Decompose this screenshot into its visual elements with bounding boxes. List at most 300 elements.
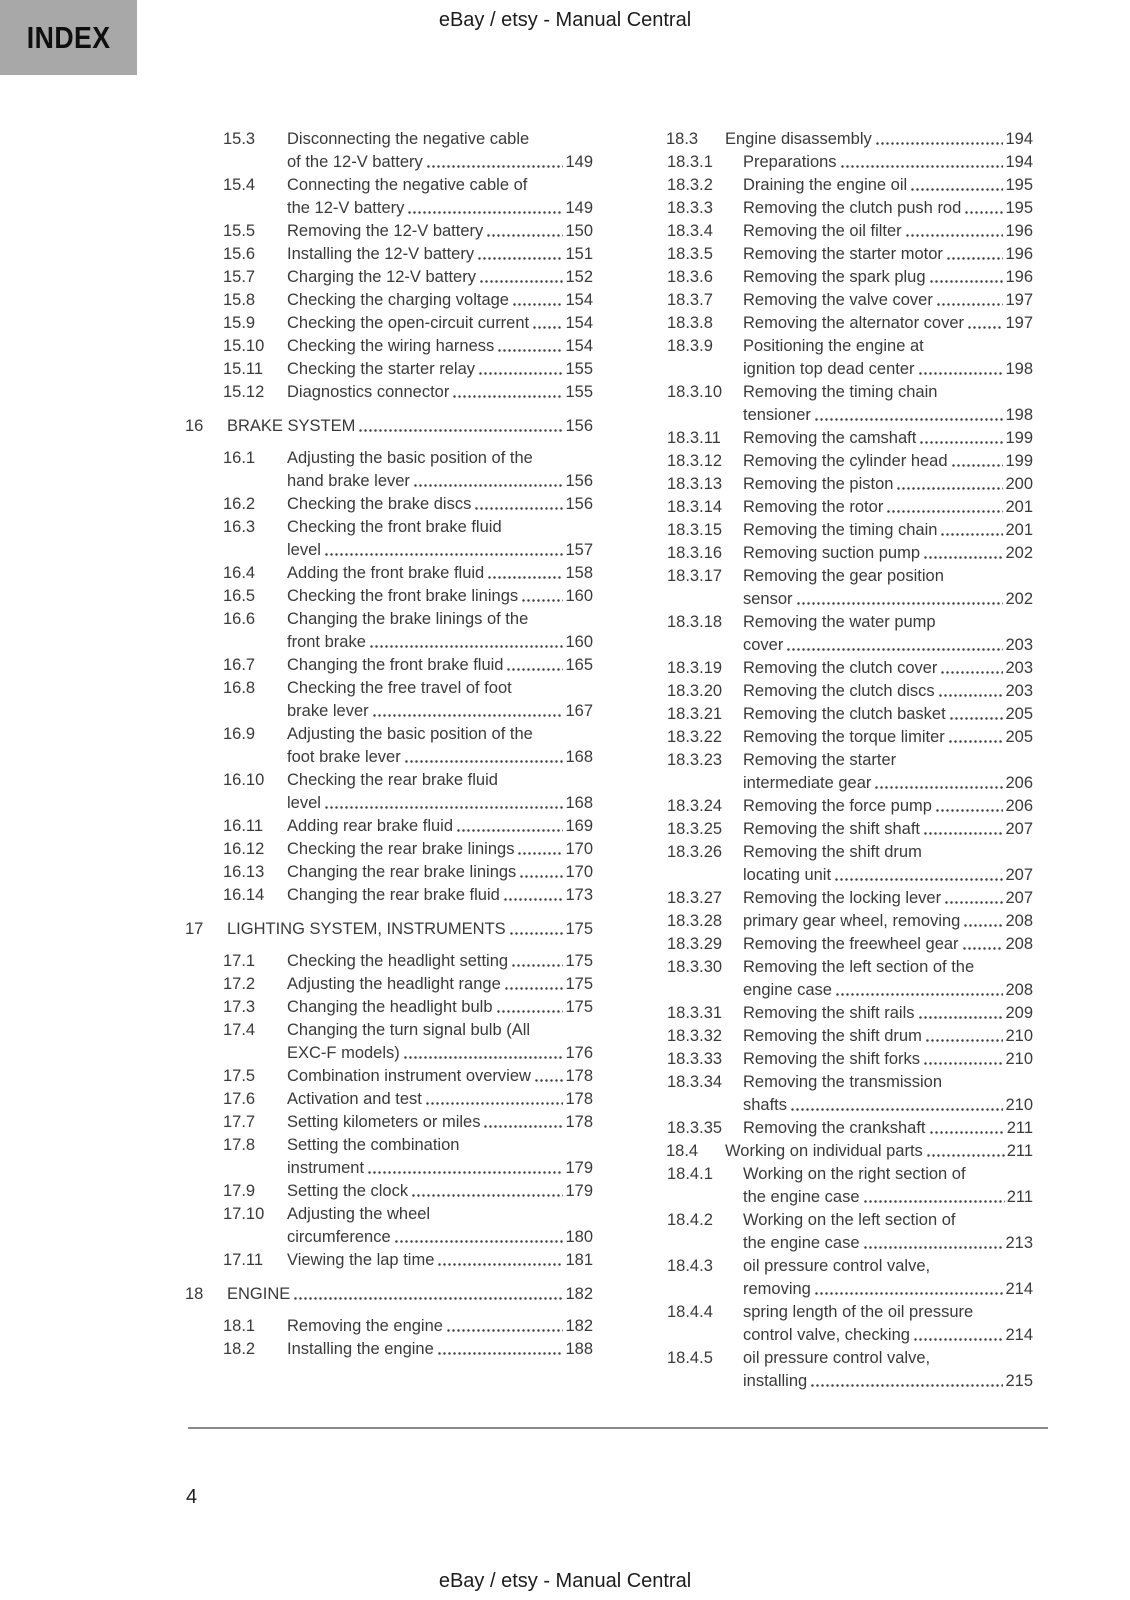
toc-entry [185, 677, 593, 723]
leader-dots [478, 358, 563, 381]
toc-entry-line [185, 447, 593, 470]
entry-page-number: 175 [565, 920, 593, 938]
entry-page-number: 175 [565, 975, 593, 993]
toc-entry [630, 312, 1033, 335]
toc-entry-line [185, 608, 593, 631]
entry-title: Positioning the engine at [743, 337, 924, 355]
entry-number: 17.3 [223, 998, 256, 1016]
entry-number: 16.10 [223, 771, 265, 789]
entry-number: 15.5 [223, 222, 256, 240]
index-tab-label: INDEX [26, 19, 111, 55]
entry-number: 18.4 [666, 1142, 699, 1160]
entry-title: Charging the 12-V battery [287, 268, 476, 286]
entry-page-number: 205 [1005, 728, 1033, 746]
toc-entry [630, 1163, 1033, 1209]
toc-entry-line [185, 1283, 593, 1306]
toc-entry [630, 1209, 1033, 1255]
toc-entry-line [630, 1048, 1033, 1071]
toc-entry-line [185, 1226, 593, 1249]
toc-entry-line [185, 415, 593, 438]
leader-dots [369, 631, 564, 654]
toc-entry-line [630, 266, 1033, 289]
toc-entry-line [185, 1065, 593, 1088]
entry-page-number: 156 [565, 472, 593, 490]
leader-dots [497, 335, 563, 358]
toc-entry-line [185, 918, 593, 941]
entry-title: of the 12-V battery [287, 153, 423, 171]
entry-page-number: 154 [565, 291, 593, 309]
leader-dots [496, 996, 564, 1019]
entry-page-number: 170 [565, 840, 593, 858]
leader-dots [358, 415, 563, 438]
entry-number: 17.8 [223, 1136, 256, 1154]
leader-dots [483, 1111, 563, 1134]
entry-number: 18.3.25 [667, 820, 723, 838]
toc-entry-line [185, 539, 593, 562]
entry-number: 18.3.13 [667, 475, 723, 493]
entry-title: Removing the gear position [743, 567, 944, 585]
entry-number: 18.3.35 [667, 1119, 723, 1137]
toc-entry-line [185, 1315, 593, 1338]
toc-entry-line [630, 1117, 1033, 1140]
entry-number: 18.3.10 [667, 383, 723, 401]
entry-title: Preparations [743, 153, 837, 171]
leader-dots [796, 588, 1004, 611]
toc-entry [185, 1203, 593, 1249]
entry-page-number: 207 [1005, 820, 1033, 838]
toc-entry [185, 289, 593, 312]
entry-number: 18.4.5 [667, 1349, 713, 1367]
entry-number: 15.4 [223, 176, 256, 194]
toc-entry [630, 1140, 1033, 1163]
toc-entry-line [185, 335, 593, 358]
toc-entry-line [185, 996, 593, 1019]
entry-page-number: 214 [1005, 1280, 1033, 1298]
entry-page-number: 198 [1005, 360, 1033, 378]
entry-title: spring length of the oil pressure [743, 1303, 974, 1321]
toc-entry [185, 950, 593, 973]
leader-dots [477, 243, 563, 266]
entry-title: Adjusting the basic position of the [287, 449, 533, 467]
toc-entry [185, 174, 593, 220]
entry-title: Removing the left section of the [743, 958, 975, 976]
toc-column-right [630, 128, 1033, 1393]
toc-entry-line [185, 1180, 593, 1203]
toc-entry [185, 128, 593, 174]
toc-entry-line [630, 312, 1033, 335]
toc-entry [185, 562, 593, 585]
entry-title: Draining the engine oil [743, 176, 908, 194]
entry-title: locating unit [743, 866, 832, 884]
leader-dots [324, 792, 564, 815]
toc-entry [630, 887, 1033, 910]
entry-title: front brake [287, 633, 366, 651]
toc-entry-line [630, 128, 1033, 151]
leader-dots [517, 838, 563, 861]
toc-entry-line [185, 792, 593, 815]
entry-title: Removing the shift shaft [743, 820, 921, 838]
toc-entry-line [185, 1134, 593, 1157]
toc-entry [630, 749, 1033, 795]
leader-dots [786, 634, 1003, 657]
entry-title: installing [743, 1372, 808, 1390]
leader-dots [519, 861, 563, 884]
toc-entry-line [630, 496, 1033, 519]
toc-entry [630, 496, 1033, 519]
toc-entry-line [630, 749, 1033, 772]
entry-title: Removing the transmission [743, 1073, 942, 1091]
entry-number: 18.3.3 [667, 199, 713, 217]
entry-number: 18.4.4 [667, 1303, 713, 1321]
leader-dots [918, 1002, 1004, 1025]
toc-entry-line [630, 1209, 1033, 1232]
toc-entry-line [630, 220, 1033, 243]
leader-dots [479, 266, 564, 289]
entry-title: Removing the crankshaft [743, 1119, 926, 1137]
entry-title: Removing the clutch basket [743, 705, 946, 723]
entry-title: Checking the rear brake linings [287, 840, 515, 858]
entry-number: 16.5 [223, 587, 256, 605]
entry-number: 18.1 [223, 1317, 256, 1335]
toc-entry [630, 542, 1033, 565]
entry-page-number: 202 [1005, 544, 1033, 562]
toc-entry [630, 151, 1033, 174]
entry-title: Adding rear brake fluid [287, 817, 454, 835]
toc-entry-line [185, 1042, 593, 1065]
entry-title: Engine disassembly [725, 130, 872, 148]
entry-number: 18.3.26 [667, 843, 723, 861]
leader-dots [394, 1226, 564, 1249]
toc-entry [185, 1283, 593, 1306]
entry-page-number: 210 [1005, 1096, 1033, 1114]
entry-number: 15.10 [223, 337, 265, 355]
toc-entry-line [185, 516, 593, 539]
entry-page-number: 198 [1005, 406, 1033, 424]
entry-title: Removing the valve cover [743, 291, 933, 309]
entry-number: 16.3 [223, 518, 256, 536]
toc-entry-line [185, 631, 593, 654]
toc-entry [185, 266, 593, 289]
toc-entry-line [185, 1338, 593, 1361]
toc-entry-line [630, 1140, 1033, 1163]
toc-column-left [185, 128, 593, 1361]
toc-entry [185, 1338, 593, 1361]
entry-title: Checking the starter relay [287, 360, 476, 378]
entry-number: 18.3.6 [667, 268, 713, 286]
entry-title: Diagnostics connector [287, 383, 450, 401]
toc-entry [185, 1065, 593, 1088]
leader-dots [504, 973, 564, 996]
entry-number: 17.6 [223, 1090, 256, 1108]
entry-page-number: 182 [565, 1285, 593, 1303]
entry-title: Checking the wiring harness [287, 337, 495, 355]
entry-page-number: 178 [565, 1067, 593, 1085]
entry-page-number: 152 [565, 268, 593, 286]
toc-entry [630, 197, 1033, 220]
entry-number: 18.3.5 [667, 245, 713, 263]
entry-title: Setting kilometers or miles [287, 1113, 481, 1131]
entry-page-number: 208 [1005, 912, 1033, 930]
entry-number: 16.2 [223, 495, 256, 513]
entry-title: instrument [287, 1159, 365, 1177]
toc-entry [630, 565, 1033, 611]
entry-page-number: 197 [1005, 314, 1033, 332]
leader-dots [949, 703, 1004, 726]
toc-entry [185, 493, 593, 516]
toc-entry-line [185, 289, 593, 312]
toc-entry-line [630, 772, 1033, 795]
entry-title: shafts [743, 1096, 788, 1114]
toc-entry-line [185, 973, 593, 996]
toc-entry-line [630, 565, 1033, 588]
entry-title: Changing the rear brake linings [287, 863, 517, 881]
entry-title: Removing the oil filter [743, 222, 902, 240]
entry-title: Removing the shift drum [743, 1027, 922, 1045]
entry-title: Changing the headlight bulb [287, 998, 493, 1016]
entry-page-number: 206 [1005, 797, 1033, 815]
leader-dots [426, 151, 564, 174]
toc-entry-line [630, 726, 1033, 749]
toc-entry-line [630, 404, 1033, 427]
toc-entry [185, 918, 593, 941]
toc-entry [630, 519, 1033, 542]
entry-title: level [287, 794, 321, 812]
leader-dots [926, 1140, 1005, 1163]
toc-entry-line [630, 1232, 1033, 1255]
entry-title: Checking the free travel of foot [287, 679, 512, 697]
entry-page-number: 207 [1005, 889, 1033, 907]
entry-title: Changing the front brake fluid [287, 656, 504, 674]
toc-entry [630, 657, 1033, 680]
toc-entry [630, 427, 1033, 450]
entry-title: circumference [287, 1228, 391, 1246]
entry-number: 17 [185, 920, 204, 938]
entry-title: Changing the rear brake fluid [287, 886, 500, 904]
leader-dots [456, 815, 563, 838]
entry-page-number: 207 [1005, 866, 1033, 884]
toc-entry [630, 818, 1033, 841]
toc-entry [185, 1315, 593, 1338]
leader-dots [437, 1338, 564, 1361]
toc-entry-line [630, 818, 1033, 841]
entry-number: 18.3.19 [667, 659, 723, 677]
leader-dots [929, 266, 1004, 289]
entry-number: 17.5 [223, 1067, 256, 1085]
leader-dots [512, 289, 563, 312]
toc-entry-line [185, 1203, 593, 1226]
entry-title: Removing the torque limiter [743, 728, 945, 746]
toc-entry [630, 473, 1033, 496]
toc-entry-line [185, 1157, 593, 1180]
leader-dots [452, 381, 563, 404]
toc-entry [630, 289, 1033, 312]
entry-page-number: 169 [565, 817, 593, 835]
toc-entry [630, 266, 1033, 289]
entry-page-number: 160 [565, 587, 593, 605]
toc-entry [185, 220, 593, 243]
entry-page-number: 195 [1005, 199, 1033, 217]
entry-title: Viewing the lap time [287, 1251, 435, 1269]
entry-page-number: 211 [1006, 1119, 1033, 1137]
entry-number: 18 [185, 1285, 204, 1303]
leader-dots [324, 539, 564, 562]
leader-dots [886, 496, 1003, 519]
entry-page-number: 194 [1005, 130, 1033, 148]
toc-entry-line [630, 427, 1033, 450]
entry-title: Adjusting the wheel [287, 1205, 431, 1223]
entry-title: Working on the left section of [743, 1211, 956, 1229]
toc-entry [185, 358, 593, 381]
entry-page-number: 179 [565, 1159, 593, 1177]
entry-title: Checking the charging voltage [287, 291, 509, 309]
leader-dots [919, 427, 1003, 450]
entry-page-number: 155 [565, 360, 593, 378]
toc-entry-line [630, 1324, 1033, 1347]
entry-number: 18.3.16 [667, 544, 723, 562]
toc-entry-line [185, 128, 593, 151]
entry-page-number: 196 [1005, 222, 1033, 240]
entry-page-number: 155 [565, 383, 593, 401]
entry-title: Combination instrument overview [287, 1067, 531, 1085]
entry-page-number: 179 [565, 1182, 593, 1200]
toc-entry [630, 1347, 1033, 1393]
entry-number: 18.2 [223, 1340, 256, 1358]
toc-entry-line [185, 654, 593, 677]
toc-entry [185, 1019, 593, 1065]
leader-dots [964, 197, 1003, 220]
leader-dots [403, 1042, 564, 1065]
toc-entry-line [185, 950, 593, 973]
toc-entry-line [185, 585, 593, 608]
entry-title: removing [743, 1280, 811, 1298]
entry-page-number: 200 [1005, 475, 1033, 493]
leader-dots [923, 542, 1003, 565]
leader-dots [940, 657, 1003, 680]
entry-title: oil pressure control valve, [743, 1349, 931, 1367]
toc-entry [630, 1255, 1033, 1301]
toc-entry [630, 450, 1033, 473]
entry-page-number: 150 [565, 222, 593, 240]
entry-title: Checking the brake discs [287, 495, 472, 513]
toc-entry-line [630, 588, 1033, 611]
entry-title: ENGINE [227, 1285, 291, 1303]
entry-title: Removing the timing chain [743, 521, 938, 539]
toc-entry-line [185, 381, 593, 404]
toc-entry [185, 996, 593, 1019]
entry-number: 18.3.29 [667, 935, 723, 953]
toc-entry [630, 1117, 1033, 1140]
leader-dots [925, 1025, 1004, 1048]
entry-page-number: 181 [565, 1251, 593, 1269]
toc-entry-line [630, 1347, 1033, 1370]
entry-title: Checking the front brake linings [287, 587, 519, 605]
entry-number: 15.7 [223, 268, 256, 286]
entry-number: 16.9 [223, 725, 256, 743]
entry-page-number: 202 [1005, 590, 1033, 608]
toc-entry-line [630, 657, 1033, 680]
toc-entry [185, 861, 593, 884]
toc-entry [185, 815, 593, 838]
leader-dots [923, 1048, 1003, 1071]
leader-dots [923, 818, 1003, 841]
entry-number: 16.8 [223, 679, 256, 697]
toc-entry-line [630, 1301, 1033, 1324]
toc-entry [630, 128, 1033, 151]
leader-dots [936, 289, 1004, 312]
toc-entry [185, 838, 593, 861]
entry-page-number: 154 [565, 337, 593, 355]
entry-page-number: 178 [565, 1113, 593, 1131]
leader-dots [940, 519, 1003, 542]
entry-page-number: 203 [1005, 659, 1033, 677]
entry-title: sensor [743, 590, 793, 608]
entry-title: engine case [743, 981, 832, 999]
entry-number: 16.11 [223, 817, 264, 835]
toc-entry-line [630, 979, 1033, 1002]
leader-dots [506, 654, 563, 677]
leader-dots [521, 585, 563, 608]
entry-number: 18.3.22 [667, 728, 723, 746]
leader-dots [487, 562, 563, 585]
toc-entry-line [630, 634, 1033, 657]
entry-number: 15.12 [223, 383, 265, 401]
entry-title: Disconnecting the negative cable [287, 130, 530, 148]
entry-title: Adjusting the basic position of the [287, 725, 533, 743]
toc-entry-line [185, 1088, 593, 1111]
toc-entry [630, 933, 1033, 956]
entry-title: Removing the shift drum [743, 843, 922, 861]
entry-title: Installing the 12-V battery [287, 245, 475, 263]
entry-title: tensioner [743, 406, 811, 424]
toc-entry-line [630, 1163, 1033, 1186]
leader-dots [874, 772, 1003, 795]
entry-number: 17.10 [223, 1205, 265, 1223]
toc-entry-line [630, 174, 1033, 197]
entry-page-number: 194 [1005, 153, 1033, 171]
entry-page-number: 154 [565, 314, 593, 332]
leader-dots [814, 1278, 1004, 1301]
entry-number: 18.4.2 [667, 1211, 713, 1229]
entry-title: Removing the water pump [743, 613, 936, 631]
leader-dots [967, 312, 1003, 335]
toc-entry [630, 381, 1033, 427]
entry-number: 18.3.21 [667, 705, 723, 723]
entry-number: 18.3.31 [667, 1004, 723, 1022]
leader-dots [511, 950, 563, 973]
entry-title: LIGHTING SYSTEM, INSTRUMENTS [227, 920, 506, 938]
entry-page-number: 188 [565, 1340, 593, 1358]
toc-entry-line [185, 677, 593, 700]
toc-entry-line [630, 1071, 1033, 1094]
leader-dots [404, 746, 564, 769]
toc-entry [185, 243, 593, 266]
entry-title: hand brake lever [287, 472, 410, 490]
toc-entry-line [185, 769, 593, 792]
entry-number: 16.6 [223, 610, 256, 628]
entry-page-number: 215 [1005, 1372, 1033, 1390]
toc-entry-line [185, 312, 593, 335]
leader-dots [413, 470, 564, 493]
entry-title: Activation and test [287, 1090, 422, 1108]
entry-page-number: 199 [1005, 452, 1033, 470]
toc-entry-line [630, 358, 1033, 381]
toc-entry [630, 1071, 1033, 1117]
entry-number: 18.4.3 [667, 1257, 713, 1275]
leader-dots [834, 864, 1003, 887]
entry-page-number: 205 [1005, 705, 1033, 723]
entry-page-number: 203 [1005, 682, 1033, 700]
leader-dots [486, 220, 563, 243]
